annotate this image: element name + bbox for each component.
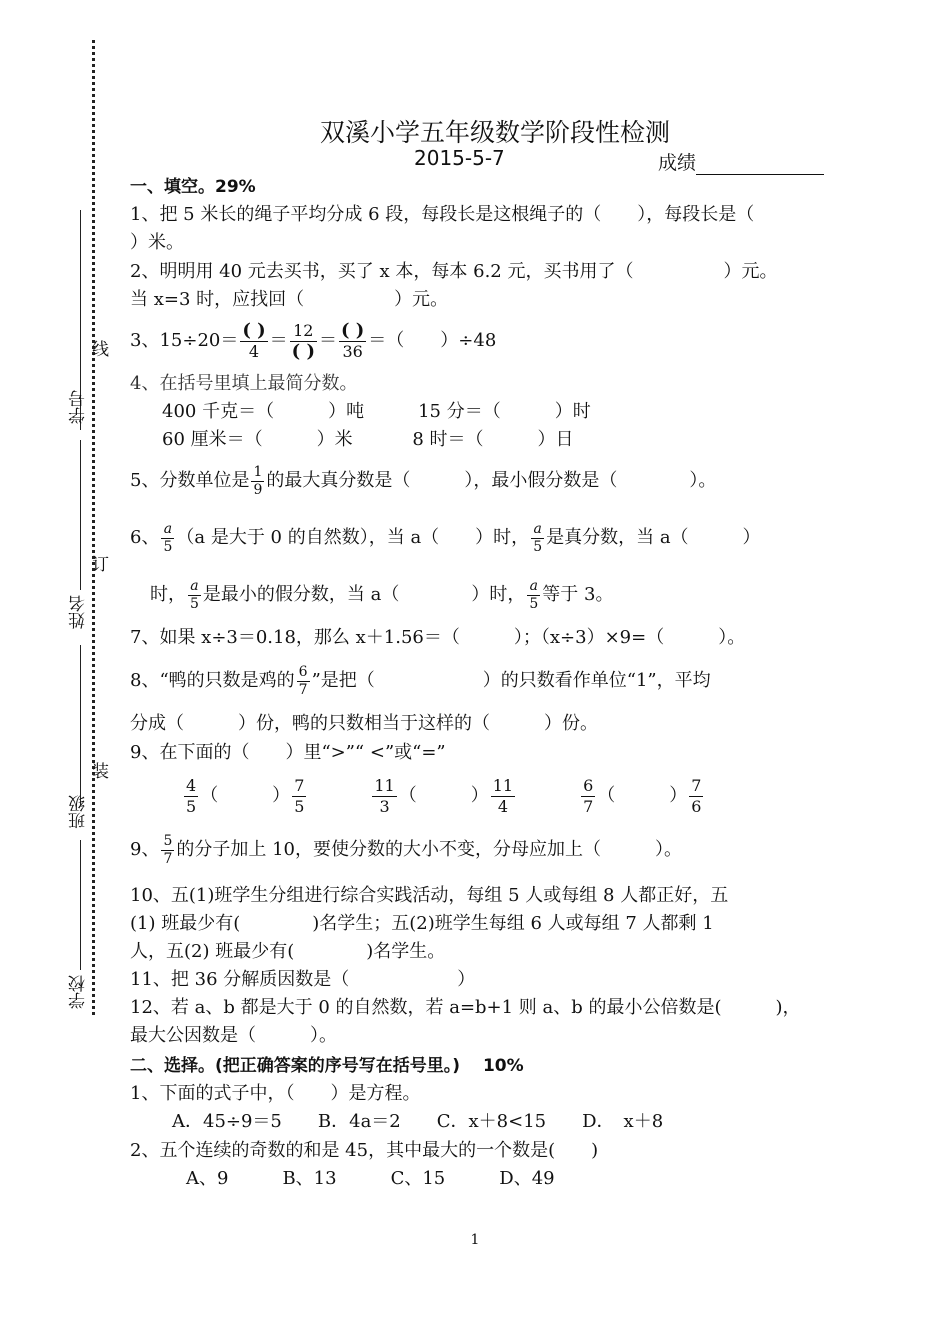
q2-line2: 当 x=3 时，应找回（ ）元。	[130, 289, 449, 310]
banji-label: 班级	[69, 795, 89, 829]
q2-line1: 2、明明用 40 元去买书，买了 x 本，每本 6.2 元，买书用了（ ）元。	[130, 261, 778, 282]
q5-fraction: $\frac{1}{9}$	[253, 463, 263, 498]
s2-q2-options: A、9 B、13 C、15 D、49	[186, 1168, 555, 1189]
q3-fraction-2: $\frac{12}{( )}$	[291, 320, 315, 362]
q5-line: 5、分数单位是 $\frac{1}{9}$ 的最大真分数是（ ），最小假分数是（ ）。	[130, 463, 717, 498]
q6-line2: 时， $\frac{a}{5}$ 是最小的假分数，当 a（ ）时， $\frac{a}{5}$ 等于 3。	[150, 577, 614, 612]
xingming-label: 姓名	[69, 595, 89, 629]
q3-fraction-1: $\frac{( )}{4}$	[242, 319, 266, 361]
binding-ding: 订	[88, 555, 108, 572]
page-number: 1	[470, 1232, 480, 1248]
binding-xian: 线	[88, 340, 108, 357]
q9-comparisons	[182, 770, 705, 822]
section2-heading: 二、选择。(把正确答案的序号写在括号里。) 10%	[130, 1056, 524, 1076]
banji-blank-line	[80, 645, 81, 805]
s2-q1-options: A．45÷9＝5 B．4a＝2 C．x＋8<15 D． x＋8	[172, 1111, 664, 1132]
score-label: 成绩	[658, 152, 697, 174]
q4-lead: 4、在括号里填上最简分数。	[130, 373, 358, 394]
q8-fraction: $\frac{6}{7}$	[298, 663, 308, 698]
s2-q2: 2、五个连续的奇数的和是 45，其中最大的一个数是( )	[130, 1140, 599, 1161]
q10-line2: (1) 班最少有( )名学生；五(2)班学生每组 6 人或每组 7 人都剩 1	[130, 913, 714, 934]
q3-line: 3、15÷20＝ $\frac{( )}{4}$ ＝ $\frac{12}{( )}$ ＝ $\frac{( )}{36}$ ＝（ ）÷48	[130, 319, 497, 362]
exam-date: 2015-5-7	[414, 146, 505, 170]
q10-line3: 人，五(2) 班最少有( )名学生。	[130, 941, 446, 962]
q6-line1: 6、 $\frac{a}{5}$ （a 是大于 0 的自然数），当 a（ ）时， $\frac{a}{5}$ 是真分数，当 a（ ）	[130, 520, 761, 555]
xuehao-label: 学号	[69, 390, 89, 424]
q9-p1-right: $\frac{7}{5}$	[294, 775, 305, 816]
q6-fraction-3: $\frac{a}{5}$	[190, 577, 199, 612]
q3-tail: ＝（ ）÷48	[368, 330, 497, 351]
xingming-blank-line	[80, 440, 81, 590]
q9-p2-right: $\frac{11}{4}$	[492, 775, 514, 816]
section1-heading: 一、填空。29%	[130, 177, 256, 197]
binding-zhuang: 装	[88, 762, 108, 779]
q10-line1: 10、五(1)班学生分组进行综合实践活动，每组 5 人或每组 8 人都正好，五	[130, 885, 729, 906]
q4-row1: 400 千克＝（ ）吨 15 分＝（ ）时	[162, 401, 591, 422]
q8-line1: 8、“鸭的只数是鸡的 $\frac{6}{7}$ ”是把（ ）的只数看作单位“1”，平均	[130, 663, 711, 698]
q6-fraction-2: $\frac{a}{5}$	[533, 520, 543, 555]
q3-fraction-3: $\frac{( )}{36}$	[340, 319, 365, 361]
score-field	[658, 148, 824, 175]
q7-line: 7、如果 x÷3＝0.18，那么 x＋1.56＝（ ）；（x÷3）×9=（ ）。	[130, 627, 746, 648]
s2-q1: 1、下面的式子中，（ ）是方程。	[130, 1083, 421, 1104]
binding-dotted-line	[92, 40, 95, 1015]
xuexiao-label: 学校	[69, 975, 89, 1009]
q9-blank-3[interactable]: （ ）	[597, 785, 688, 806]
q1-line2: ）米。	[130, 232, 184, 253]
q3-lead: 3、15÷20＝	[130, 330, 239, 351]
q9-p1-left: $\frac{4}{5}$	[186, 775, 197, 816]
q12-line1: 12、若 a、b 都是大于 0 的自然数，若 a=b+1 则 a、b 的最小公倍数是( )，	[130, 997, 801, 1018]
q11-line: 11、把 36 分解质因数是（ ）	[130, 969, 476, 990]
q8-line2: 分成（ ）份，鸭的只数相当于这样的（ ）份。	[130, 713, 598, 734]
q9b-fraction: $\frac{5}{7}$	[163, 832, 173, 867]
xuexiao-blank-line	[80, 840, 81, 970]
q4-row2: 60 厘米＝（ ）米 8 时＝（ ）日	[162, 429, 574, 450]
q9b-line: 9、 $\frac{5}{7}$ 的分子加上 10，要使分数的大小不变，分母应加上（ ）。	[130, 832, 682, 867]
q6-fraction-4: $\frac{a}{5}$	[529, 577, 539, 612]
q9-p3-left: $\frac{6}{7}$	[583, 775, 594, 816]
score-blank	[696, 156, 824, 175]
q1-line1: 1、把 5 米长的绳子平均分成 6 段，每段长是这根绳子的（ ），每段长是（	[130, 204, 755, 225]
exam-title: 双溪小学五年级数学阶段性检测	[319, 118, 670, 147]
q6-fraction-1: $\frac{a}{5}$	[163, 520, 173, 555]
q9-p3-right: $\frac{7}{6}$	[691, 775, 702, 816]
q9-p2-left: $\frac{11}{3}$	[374, 775, 395, 816]
q9-blank-1[interactable]: （ ）	[200, 785, 291, 806]
q9-blank-2[interactable]: （ ）	[398, 785, 489, 806]
q12-line2: 最大公因数是（ ）。	[130, 1025, 337, 1046]
q9-lead: 9、在下面的（ ）里“>”“ <”或“=”	[130, 742, 446, 763]
